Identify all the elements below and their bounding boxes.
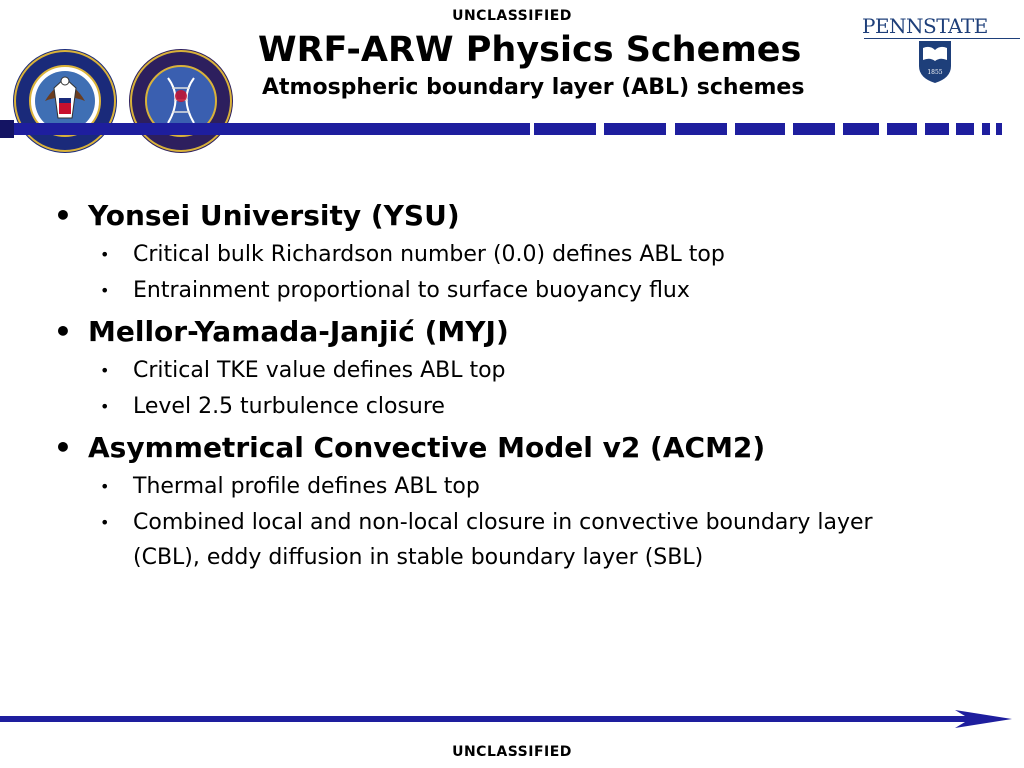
pennstate-wordmark: PENNSTATE — [862, 14, 988, 38]
sub-bullet-marker: • — [100, 477, 110, 496]
sub-bullet-marker: • — [100, 397, 110, 416]
slide-subtitle: Atmospheric boundary layer (ABL) schemes — [262, 75, 805, 100]
bullet-label: Mellor-Yamada-Janjić (MYJ) — [88, 315, 509, 348]
sub-bullet-text: Thermal profile defines ABL top — [133, 474, 480, 499]
sub-bullet-text: Combined local and non-local closure in convective boundary layer (CBL), eddy diffusion in stable boundary layer (SBL) — [133, 510, 873, 570]
bullet-marker: • — [54, 431, 72, 464]
bullet-list — [48, 192, 968, 575]
sub-bullet-text: Level 2.5 turbulence closure — [133, 394, 445, 419]
sub-bullet-item — [48, 469, 943, 504]
bullet-item — [48, 312, 968, 352]
slide-title: WRF-ARW Physics Schemes — [258, 30, 802, 70]
sub-bullet-item — [48, 505, 943, 575]
sub-bullet-text: Critical bulk Richardson number (0.0) defines ABL top — [133, 242, 725, 267]
sub-bullet-item — [48, 389, 943, 424]
classification-banner-top: UNCLASSIFIED — [452, 8, 572, 24]
jsto-seal-logo — [128, 48, 234, 154]
pennstate-year: 1855 — [927, 69, 943, 76]
sub-bullet-text: Entrainment proportional to surface buoyancy flux — [133, 278, 690, 303]
sub-bullet-item — [48, 273, 943, 308]
footer-arrow-line — [0, 708, 1024, 730]
bullet-marker: • — [54, 315, 72, 348]
bullet-item — [48, 196, 968, 236]
sub-bullet-marker: • — [100, 281, 110, 300]
bullet-label: Yonsei University (YSU) — [88, 199, 460, 232]
pennstate-rule — [864, 38, 1020, 39]
sub-bullet-marker: • — [100, 245, 110, 264]
dtra-seal-logo — [12, 48, 118, 154]
sub-bullet-text: Critical TKE value defines ABL top — [133, 358, 506, 383]
bullet-marker: • — [54, 199, 72, 232]
bullet-item — [48, 428, 968, 468]
sub-bullet-item — [48, 353, 943, 388]
sub-bullet-marker: • — [100, 513, 110, 532]
sub-bullet-item — [48, 237, 943, 272]
bullet-label: Asymmetrical Convective Model v2 (ACM2) — [88, 431, 766, 464]
sub-bullet-marker: • — [100, 361, 110, 380]
classification-banner-bottom: UNCLASSIFIED — [452, 744, 572, 760]
pennstate-shield-logo — [918, 40, 952, 84]
header-rule-bar — [0, 120, 1024, 138]
